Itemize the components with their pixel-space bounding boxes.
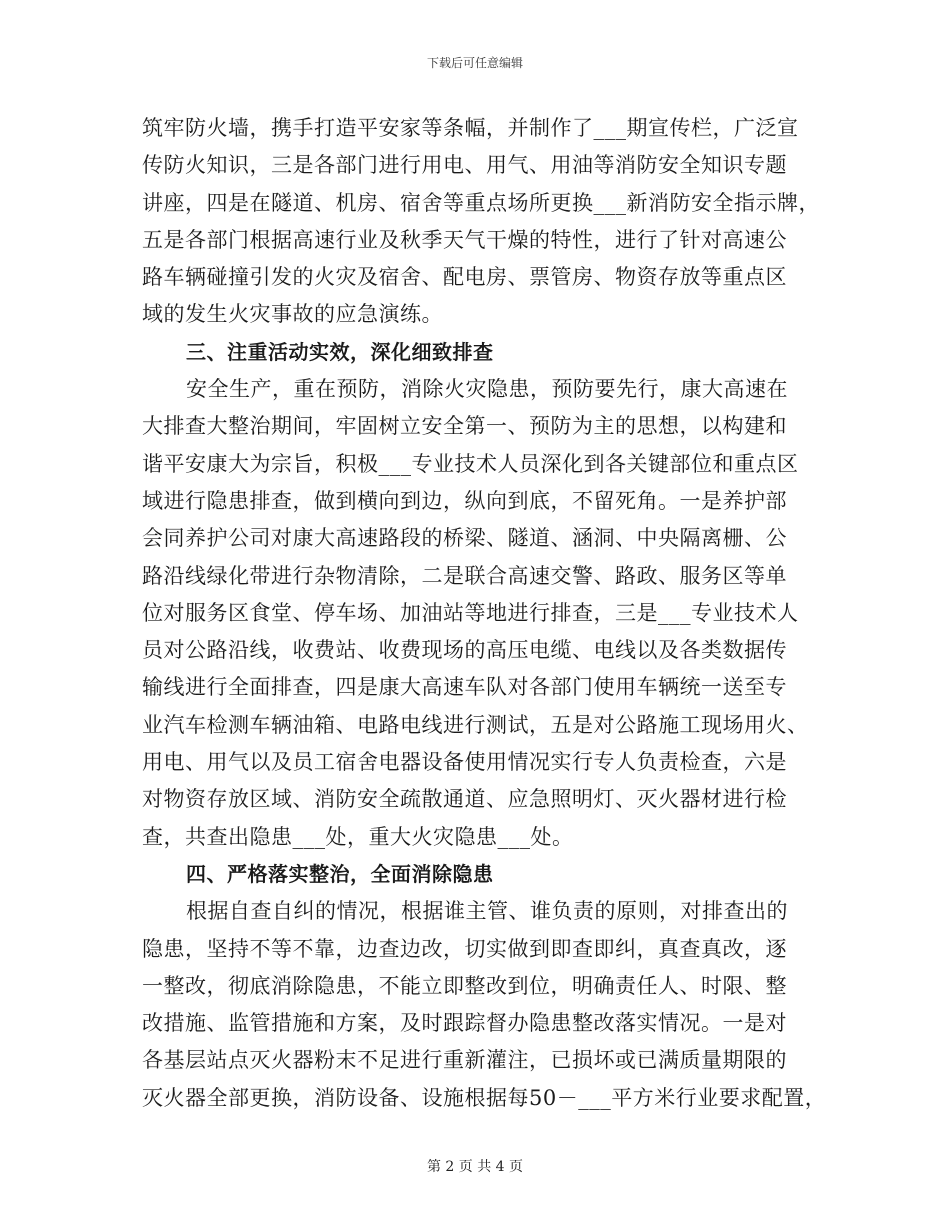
body-line: 路车辆碰撞引发的火灾及宿舍、配电房、票管房、物资存放等重点区 [142, 265, 787, 290]
body-line: 一整改，彻底消除隐患，不能立即整改到位，明确责任人、时限、整 [142, 973, 787, 998]
page-number: 第 2 页 共 4 页 [426, 1159, 524, 1175]
body-line: 大排查大整治期间，牢固树立安全第一、预防为主的思想，以构建和 [142, 414, 787, 439]
body-line: 路沿线绿化带进行杂物清除，二是联合高速交警、路政、服务区等单 [142, 563, 787, 588]
body-line: 查，共查出隐患___处，重大火灾隐患___处。 [142, 824, 574, 849]
body-line: 灭火器全部更换，消防设备、设施根据每50－___平方米行业要求配置， [142, 1085, 827, 1110]
body-line: 谐平安康大为宗旨，积极___专业技术人员深化到各关键部位和重点区 [142, 451, 799, 476]
body-line: 业汽车检测车辆油箱、电路电线进行测试，五是对公路施工现场用火、 [142, 712, 809, 737]
body-line: 筑牢防火墙，携手打造平安家等条幅，并制作了___期宣传栏，广泛宣 [142, 116, 799, 140]
body-line: 位对服务区食堂、停车场、加油站等地进行排查，三是___专业技术人 [142, 600, 799, 625]
body-line: 改措施、监管措施和方案，及时跟踪督办隐患整改落实情况。一是对 [142, 1011, 787, 1036]
body-line: 员对公路沿线，收费站、收费现场的高压电缆、电线以及各类数据传 [142, 638, 787, 663]
body-line: 域进行隐患排查，做到横向到边，纵向到底，不留死角。一是养护部 [142, 488, 787, 513]
document-body [142, 110, 832, 1117]
header-note: 下载后可任意编辑 [426, 56, 523, 70]
body-line: 输线进行全面排查，四是康大高速车队对各部门使用车辆统一送至专 [142, 675, 787, 700]
body-line: 域的发生火灾事故的应急演练。 [142, 302, 443, 327]
body-line: 各基层站点灭火器粉末不足进行重新灌注，已损坏或已满质量期限的 [142, 1048, 787, 1073]
body-line: 会同养护公司对康大高速路段的桥梁、隧道、涵洞、中央隔离栅、公 [142, 526, 787, 551]
body-line: 讲座，四是在隧道、机房、宿舍等重点场所更换___新消防安全指示牌， [142, 190, 820, 215]
body-line: 安全生产，重在预防，消除火灾隐患，预防要先行，康大高速在 [186, 377, 788, 402]
body-line: 用电、用气以及员工宿舍电器设备使用情况实行专人负责检查，六是 [142, 750, 787, 775]
body-line: 根据自查自纠的情况，根据谁主管、谁负责的原则，对排查出的 [186, 899, 788, 924]
section-heading-4: 四、严格落实整治，全面消除隐患 [186, 861, 494, 886]
body-line: 五是各部门根据高速行业及秋季天气干燥的特性，进行了针对高速公 [142, 227, 787, 252]
body-line: 对物资存放区域、消防安全疏散通道、应急照明灯、灭火器材进行检 [142, 787, 787, 812]
body-line: 传防火知识，三是各部门进行用电、用气、用油等消防安全知识专题 [142, 153, 787, 178]
body-line: 隐患，坚持不等不靠，边查边改，切实做到即查即纠，真查真改，逐 [142, 936, 787, 961]
section-heading-3: 三、注重活动实效，深化细致排查 [186, 339, 494, 364]
